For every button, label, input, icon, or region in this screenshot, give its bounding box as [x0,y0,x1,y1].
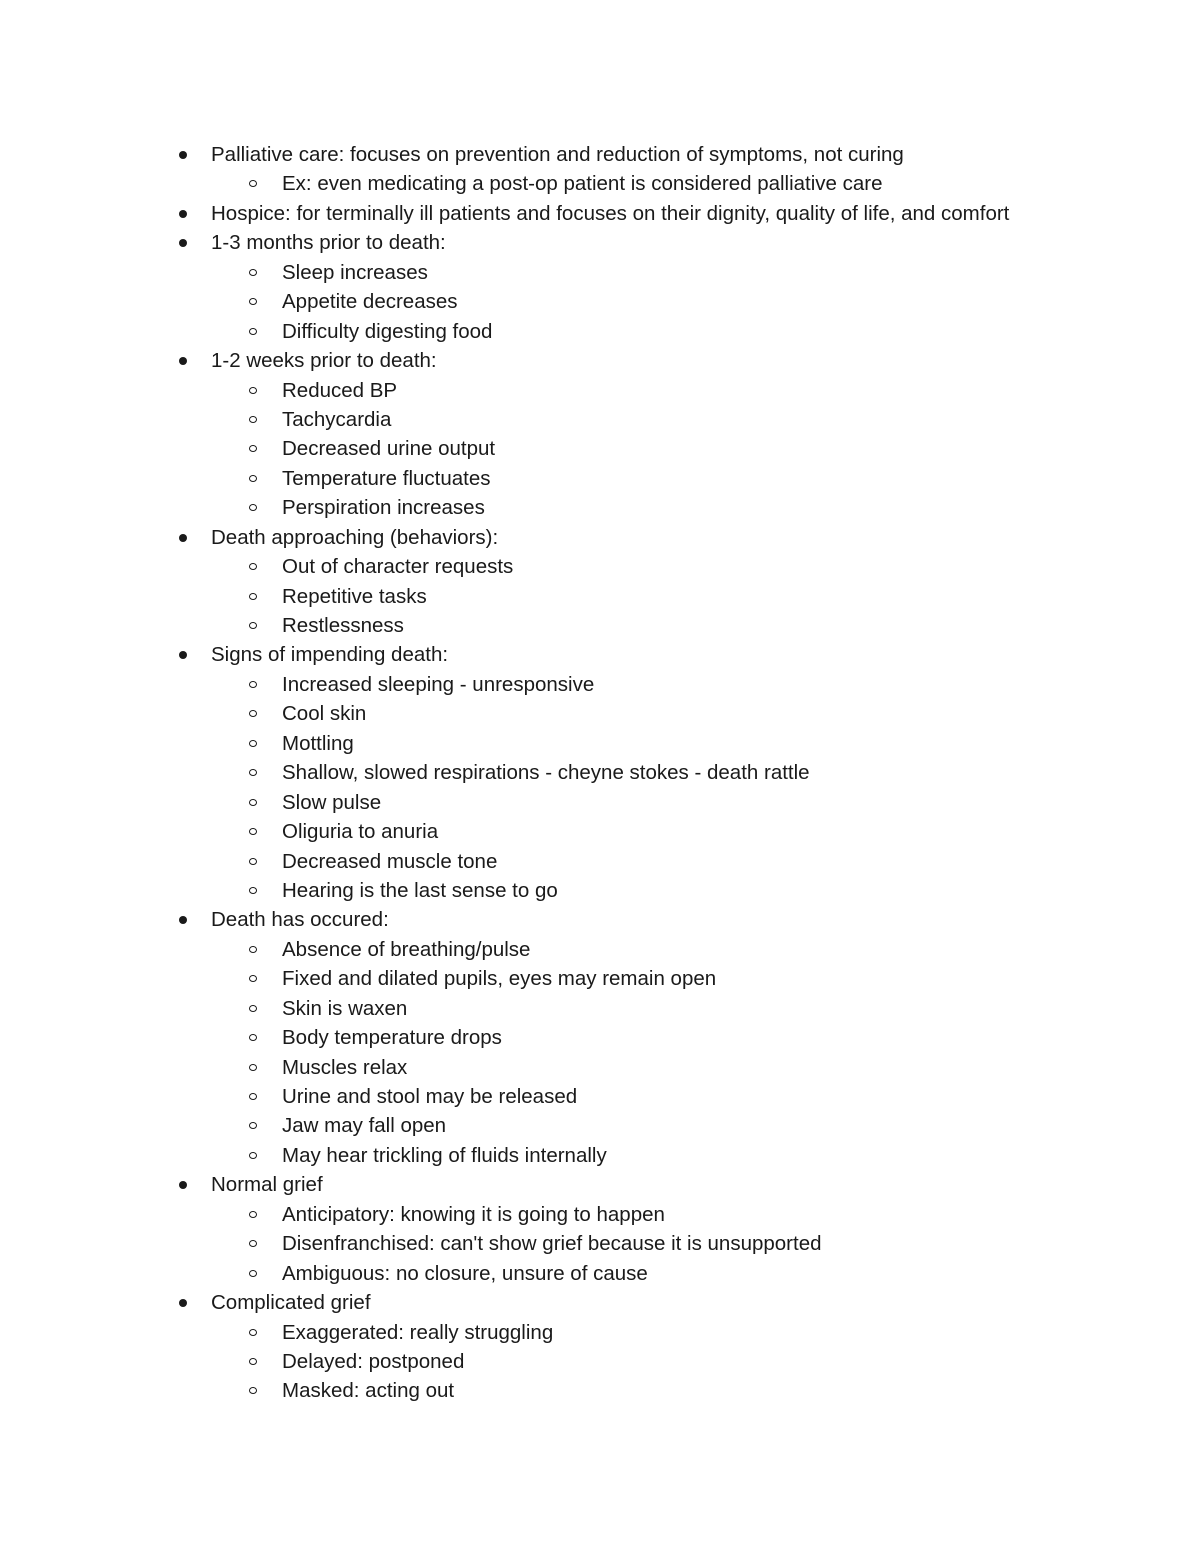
hollow-bullet-icon [249,1005,257,1012]
sub-list-item [0,1229,1200,1258]
hollow-bullet-icon [249,769,257,776]
filled-bullet-icon [179,1181,187,1189]
list-item [0,905,1200,934]
filled-bullet-icon [179,151,187,159]
hollow-bullet-icon [249,946,257,953]
hollow-bullet-icon [249,1270,257,1277]
sub-list-item [0,817,1200,846]
sub-list-item [0,464,1200,493]
list-item-text: Complicated grief [211,1291,371,1315]
filled-bullet-icon [179,210,187,218]
sub-list-item [0,1200,1200,1229]
hollow-bullet-icon [249,975,257,982]
hollow-bullet-icon [249,1387,257,1394]
list-item-text: Anticipatory: knowing it is going to happen [282,1202,665,1226]
sub-list-item [0,1318,1200,1347]
sub-list-item [0,493,1200,522]
sub-list-item [0,1376,1200,1405]
list-item-text: Increased sleeping - unresponsive [282,672,595,696]
list-item-text: May hear trickling of fluids internally [282,1143,607,1167]
list-item-text: Absence of breathing/pulse [282,937,531,961]
list-item-text: Hearing is the last sense to go [282,878,558,902]
hollow-bullet-icon [249,328,257,335]
list-item [0,199,1200,228]
sub-list-item [0,258,1200,287]
list-item-text: Mottling [282,731,354,755]
list-item-text: Repetitive tasks [282,584,427,608]
hollow-bullet-icon [249,1358,257,1365]
hollow-bullet-icon [249,828,257,835]
list-item-text: Delayed: postponed [282,1349,465,1373]
sub-list-item [0,434,1200,463]
sub-list-item [0,847,1200,876]
filled-bullet-icon [179,1299,187,1307]
sub-list-item [0,1141,1200,1170]
list-item-text: Decreased urine output [282,437,496,461]
hollow-bullet-icon [249,475,257,482]
sub-list-item [0,582,1200,611]
hollow-bullet-icon [249,1240,257,1247]
sub-list-item [0,317,1200,346]
list-item-text: Death approaching (behaviors): [211,525,499,549]
list-item-text: Restlessness [282,614,404,637]
list-item-text: Ambiguous: no closure, unsure of cause [282,1261,648,1285]
hollow-bullet-icon [249,740,257,747]
hollow-bullet-icon [249,1211,257,1218]
list-item-text: Tachycardia [282,407,392,431]
filled-bullet-icon [179,357,187,365]
list-item-text: Reduced BP [282,378,398,402]
sub-list-item [0,1259,1200,1288]
hollow-bullet-icon [249,180,257,187]
sub-list-item [0,876,1200,905]
list-item-text: Hospice: for terminally ill patients and focuses on their dignity, quality of life, and comfort [211,201,1010,225]
list-item [0,1170,1200,1199]
hollow-bullet-icon [249,387,257,394]
hollow-bullet-icon [249,1152,257,1159]
list-item-text: Palliative care: focuses on prevention and reduction of symptoms, not curing [211,143,904,166]
sub-list-item [0,169,1200,198]
sub-list-item [0,1347,1200,1376]
list-item-text: Fixed and dilated pupils, eyes may remain open [282,967,717,991]
list-item-text: Cool skin [282,702,367,726]
hollow-bullet-icon [249,1329,257,1336]
hollow-bullet-icon [249,593,257,600]
sub-list-item [0,935,1200,964]
list-item-text: Temperature fluctuates [282,466,491,490]
list-item-text: Body temperature drops [282,1026,502,1050]
list-item-text: Difficulty digesting food [282,319,493,343]
hollow-bullet-icon [249,1122,257,1129]
list-item-text: Slow pulse [282,790,382,814]
list-item-text: Perspiration increases [282,496,485,520]
sub-list-item [0,964,1200,993]
list-item-text: Muscles relax [282,1055,408,1079]
hollow-bullet-icon [249,1093,257,1100]
sub-list-item [0,699,1200,728]
sub-list-item [0,611,1200,640]
list-item-text: Shallow, slowed respirations - cheyne stokes - death rattle [282,761,810,785]
sub-list-item [0,1082,1200,1111]
hollow-bullet-icon [249,445,257,452]
list-item-text: Skin is waxen [282,996,408,1020]
hollow-bullet-icon [249,504,257,511]
list-item-text: Jaw may fall open [282,1114,447,1138]
hollow-bullet-icon [249,858,257,865]
list-item-text: Masked: acting out [282,1379,455,1403]
list-item [0,346,1200,375]
list-item-text: Disenfranchised: can't show grief because it is unsupported [282,1232,822,1256]
filled-bullet-icon [179,651,187,659]
sub-list-item [0,376,1200,405]
sub-list-item [0,994,1200,1023]
hollow-bullet-icon [249,887,257,894]
hollow-bullet-icon [249,799,257,806]
list-item-text: Signs of impending death: [211,643,449,667]
filled-bullet-icon [179,239,187,247]
list-item [0,228,1200,257]
filled-bullet-icon [179,534,187,542]
hollow-bullet-icon [249,1034,257,1041]
list-item-text: Oliguria to anuria [282,820,439,844]
hollow-bullet-icon [249,298,257,305]
sub-list-item [0,788,1200,817]
list-item [0,523,1200,552]
sub-list-item [0,405,1200,434]
list-item-text: 1-2 weeks prior to death: [211,349,437,373]
list-item-text: Death has occured: [211,908,389,932]
sub-list-item [0,729,1200,758]
list-item-text: Exaggerated: really struggling [282,1320,554,1344]
sub-list-item [0,552,1200,581]
list-item-text: Decreased muscle tone [282,849,498,873]
hollow-bullet-icon [249,710,257,717]
sub-list-item [0,670,1200,699]
list-item-text: 1-3 months prior to death: [211,231,446,255]
hollow-bullet-icon [249,269,257,276]
list-item-text: Sleep increases [282,260,428,284]
hollow-bullet-icon [249,681,257,688]
list-item-text: Out of character requests [282,555,514,579]
list-item-text: Ex: even medicating a post-op patient is considered palliative care [282,172,883,196]
list-item [0,1288,1200,1317]
document-body [0,140,1200,1406]
sub-list-item [0,1023,1200,1052]
sub-list-item [0,758,1200,787]
hollow-bullet-icon [249,1064,257,1071]
list-item-text: Appetite decreases [282,290,458,314]
hollow-bullet-icon [249,622,257,629]
hollow-bullet-icon [249,416,257,423]
filled-bullet-icon [179,916,187,924]
list-item-text: Urine and stool may be released [282,1085,578,1108]
sub-list-item [0,287,1200,316]
sub-list-item [0,1111,1200,1140]
list-item [0,140,1200,169]
sub-list-item [0,1053,1200,1082]
list-item-text: Normal grief [211,1173,323,1197]
hollow-bullet-icon [249,563,257,570]
list-item [0,640,1200,669]
